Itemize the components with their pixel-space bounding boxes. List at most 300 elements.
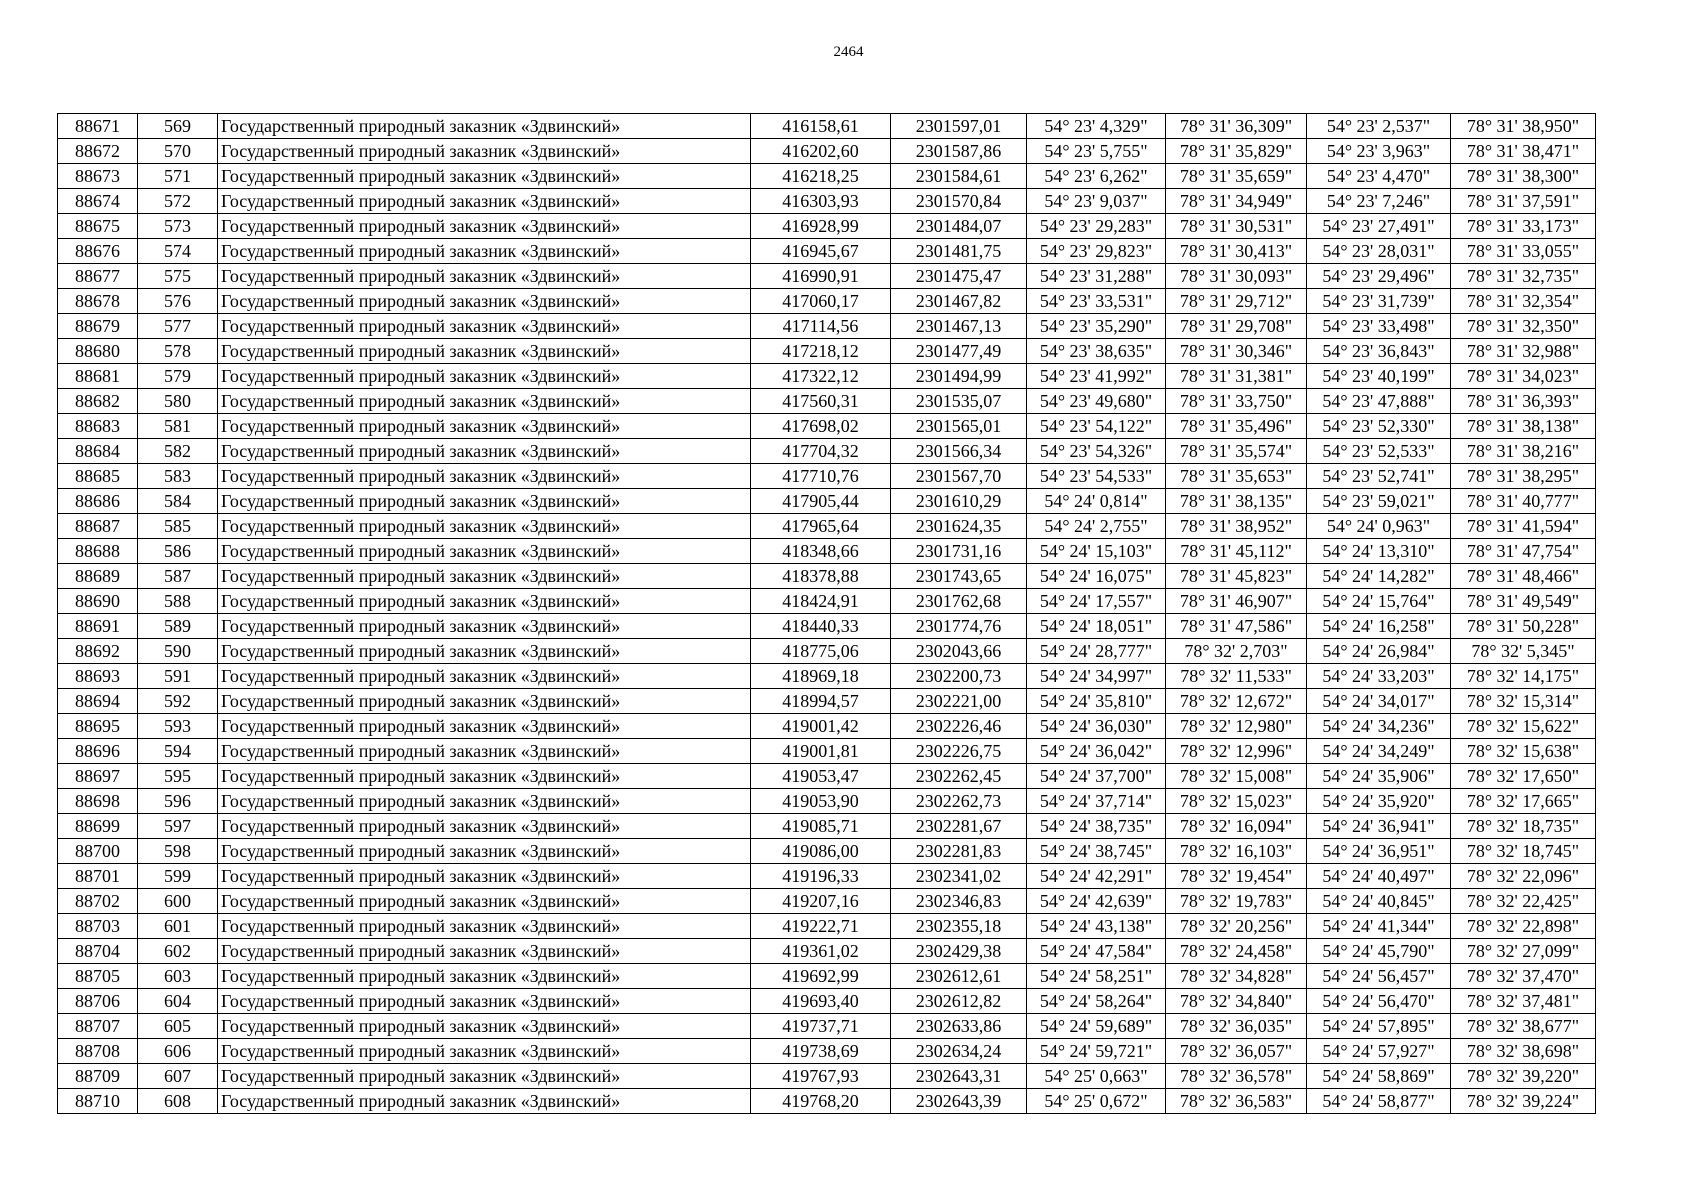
row-id-cell: 88698 [58, 789, 138, 814]
name-cell: Государственный природный заказник «Здвинский» [218, 139, 751, 164]
latitude-2-cell: 54° 24' 57,927" [1307, 1039, 1451, 1064]
table-row [58, 664, 1596, 689]
point-number-cell: 587 [138, 564, 218, 589]
point-number-cell: 589 [138, 614, 218, 639]
x-coordinate-cell: 419767,93 [751, 1064, 891, 1089]
latitude-1-cell: 54° 24' 37,700" [1027, 764, 1166, 789]
point-number-cell: 593 [138, 714, 218, 739]
table-row [58, 139, 1596, 164]
row-id-cell: 88689 [58, 564, 138, 589]
table-row [58, 314, 1596, 339]
table-row [58, 714, 1596, 739]
longitude-1-cell: 78° 31' 29,712" [1166, 289, 1307, 314]
y-coordinate-cell: 2302221,00 [891, 689, 1027, 714]
x-coordinate-cell: 419737,71 [751, 1014, 891, 1039]
point-number-cell: 606 [138, 1039, 218, 1064]
x-coordinate-cell: 417060,17 [751, 289, 891, 314]
latitude-1-cell: 54° 24' 59,721" [1027, 1039, 1166, 1064]
longitude-2-cell: 78° 32' 15,314" [1451, 689, 1596, 714]
row-id-cell: 88674 [58, 189, 138, 214]
y-coordinate-cell: 2301567,70 [891, 464, 1027, 489]
longitude-2-cell: 78° 32' 38,698" [1451, 1039, 1596, 1064]
row-id-cell: 88696 [58, 739, 138, 764]
name-cell: Государственный природный заказник «Здвинский» [218, 664, 751, 689]
x-coordinate-cell: 419053,90 [751, 789, 891, 814]
latitude-1-cell: 54° 23' 33,531" [1027, 289, 1166, 314]
latitude-1-cell: 54° 23' 29,823" [1027, 239, 1166, 264]
point-number-cell: 603 [138, 964, 218, 989]
latitude-1-cell: 54° 24' 28,777" [1027, 639, 1166, 664]
longitude-1-cell: 78° 31' 33,750" [1166, 389, 1307, 414]
latitude-1-cell: 54° 24' 47,584" [1027, 939, 1166, 964]
name-cell: Государственный природный заказник «Здвинский» [218, 239, 751, 264]
y-coordinate-cell: 2301484,07 [891, 214, 1027, 239]
table-row [58, 239, 1596, 264]
longitude-2-cell: 78° 32' 37,470" [1451, 964, 1596, 989]
latitude-1-cell: 54° 23' 9,037" [1027, 189, 1166, 214]
row-id-cell: 88679 [58, 314, 138, 339]
latitude-2-cell: 54° 23' 4,470" [1307, 164, 1451, 189]
point-number-cell: 592 [138, 689, 218, 714]
x-coordinate-cell: 418348,66 [751, 539, 891, 564]
longitude-1-cell: 78° 32' 20,256" [1166, 914, 1307, 939]
point-number-cell: 585 [138, 514, 218, 539]
latitude-2-cell: 54° 24' 36,951" [1307, 839, 1451, 864]
table-row [58, 689, 1596, 714]
row-id-cell: 88692 [58, 639, 138, 664]
x-coordinate-cell: 417965,64 [751, 514, 891, 539]
name-cell: Государственный природный заказник «Здвинский» [218, 214, 751, 239]
longitude-1-cell: 78° 32' 12,672" [1166, 689, 1307, 714]
name-cell: Государственный природный заказник «Здвинский» [218, 339, 751, 364]
table-row [58, 1064, 1596, 1089]
row-id-cell: 88701 [58, 864, 138, 889]
name-cell: Государственный природный заказник «Здвинский» [218, 589, 751, 614]
name-cell: Государственный природный заказник «Здвинский» [218, 689, 751, 714]
latitude-2-cell: 54° 24' 56,470" [1307, 989, 1451, 1014]
longitude-2-cell: 78° 32' 18,735" [1451, 814, 1596, 839]
latitude-1-cell: 54° 25' 0,672" [1027, 1089, 1166, 1114]
table-row [58, 514, 1596, 539]
latitude-1-cell: 54° 24' 2,755" [1027, 514, 1166, 539]
table-row [58, 464, 1596, 489]
name-cell: Государственный природный заказник «Здвинский» [218, 739, 751, 764]
x-coordinate-cell: 417114,56 [751, 314, 891, 339]
longitude-2-cell: 78° 32' 22,425" [1451, 889, 1596, 914]
table-row [58, 164, 1596, 189]
longitude-2-cell: 78° 32' 17,650" [1451, 764, 1596, 789]
name-cell: Государственный природный заказник «Здвинский» [218, 789, 751, 814]
latitude-1-cell: 54° 24' 35,810" [1027, 689, 1166, 714]
longitude-2-cell: 78° 32' 27,099" [1451, 939, 1596, 964]
row-id-cell: 88702 [58, 889, 138, 914]
longitude-1-cell: 78° 32' 19,783" [1166, 889, 1307, 914]
latitude-2-cell: 54° 24' 33,203" [1307, 664, 1451, 689]
row-id-cell: 88686 [58, 489, 138, 514]
row-id-cell: 88694 [58, 689, 138, 714]
name-cell: Государственный природный заказник «Здвинский» [218, 564, 751, 589]
point-number-cell: 577 [138, 314, 218, 339]
x-coordinate-cell: 419086,00 [751, 839, 891, 864]
point-number-cell: 608 [138, 1089, 218, 1114]
y-coordinate-cell: 2302355,18 [891, 914, 1027, 939]
row-id-cell: 88710 [58, 1089, 138, 1114]
row-id-cell: 88688 [58, 539, 138, 564]
latitude-2-cell: 54° 24' 41,344" [1307, 914, 1451, 939]
longitude-2-cell: 78° 31' 49,549" [1451, 589, 1596, 614]
latitude-2-cell: 54° 24' 34,236" [1307, 714, 1451, 739]
row-id-cell: 88671 [58, 114, 138, 139]
y-coordinate-cell: 2301467,13 [891, 314, 1027, 339]
latitude-2-cell: 54° 24' 35,906" [1307, 764, 1451, 789]
latitude-2-cell: 54° 23' 40,199" [1307, 364, 1451, 389]
latitude-2-cell: 54° 24' 34,017" [1307, 689, 1451, 714]
name-cell: Государственный природный заказник «Здвинский» [218, 389, 751, 414]
point-number-cell: 604 [138, 989, 218, 1014]
name-cell: Государственный природный заказник «Здвинский» [218, 414, 751, 439]
longitude-1-cell: 78° 32' 16,103" [1166, 839, 1307, 864]
table-row [58, 914, 1596, 939]
name-cell: Государственный природный заказник «Здвинский» [218, 714, 751, 739]
x-coordinate-cell: 419692,99 [751, 964, 891, 989]
y-coordinate-cell: 2302226,75 [891, 739, 1027, 764]
longitude-2-cell: 78° 32' 15,638" [1451, 739, 1596, 764]
y-coordinate-cell: 2301587,86 [891, 139, 1027, 164]
row-id-cell: 88673 [58, 164, 138, 189]
table-row [58, 839, 1596, 864]
y-coordinate-cell: 2302612,82 [891, 989, 1027, 1014]
row-id-cell: 88672 [58, 139, 138, 164]
name-cell: Государственный природный заказник «Здвинский» [218, 164, 751, 189]
x-coordinate-cell: 418378,88 [751, 564, 891, 589]
name-cell: Государственный природный заказник «Здвинский» [218, 289, 751, 314]
table-row [58, 289, 1596, 314]
latitude-2-cell: 54° 23' 47,888" [1307, 389, 1451, 414]
latitude-2-cell: 54° 24' 58,877" [1307, 1089, 1451, 1114]
point-number-cell: 580 [138, 389, 218, 414]
row-id-cell: 88687 [58, 514, 138, 539]
table-row [58, 439, 1596, 464]
point-number-cell: 598 [138, 839, 218, 864]
table-row [58, 489, 1596, 514]
name-cell: Государственный природный заказник «Здвинский» [218, 764, 751, 789]
point-number-cell: 571 [138, 164, 218, 189]
longitude-2-cell: 78° 31' 32,735" [1451, 264, 1596, 289]
latitude-1-cell: 54° 23' 54,533" [1027, 464, 1166, 489]
row-id-cell: 88680 [58, 339, 138, 364]
name-cell: Государственный природный заказник «Здвинский» [218, 489, 751, 514]
longitude-1-cell: 78° 31' 47,586" [1166, 614, 1307, 639]
point-number-cell: 605 [138, 1014, 218, 1039]
longitude-2-cell: 78° 32' 18,745" [1451, 839, 1596, 864]
y-coordinate-cell: 2301566,34 [891, 439, 1027, 464]
table-row [58, 964, 1596, 989]
longitude-2-cell: 78° 31' 38,300" [1451, 164, 1596, 189]
point-number-cell: 578 [138, 339, 218, 364]
point-number-cell: 590 [138, 639, 218, 664]
table-row [58, 364, 1596, 389]
longitude-2-cell: 78° 31' 36,393" [1451, 389, 1596, 414]
table-row [58, 189, 1596, 214]
latitude-2-cell: 54° 24' 40,497" [1307, 864, 1451, 889]
latitude-2-cell: 54° 24' 45,790" [1307, 939, 1451, 964]
longitude-2-cell: 78° 32' 22,898" [1451, 914, 1596, 939]
point-number-cell: 579 [138, 364, 218, 389]
longitude-2-cell: 78° 31' 32,350" [1451, 314, 1596, 339]
latitude-1-cell: 54° 24' 17,557" [1027, 589, 1166, 614]
row-id-cell: 88681 [58, 364, 138, 389]
latitude-1-cell: 54° 24' 38,735" [1027, 814, 1166, 839]
name-cell: Государственный природный заказник «Здвинский» [218, 464, 751, 489]
longitude-2-cell: 78° 32' 15,622" [1451, 714, 1596, 739]
y-coordinate-cell: 2301584,61 [891, 164, 1027, 189]
y-coordinate-cell: 2301731,16 [891, 539, 1027, 564]
x-coordinate-cell: 418969,18 [751, 664, 891, 689]
table-row [58, 389, 1596, 414]
x-coordinate-cell: 416303,93 [751, 189, 891, 214]
latitude-2-cell: 54° 24' 57,895" [1307, 1014, 1451, 1039]
point-number-cell: 596 [138, 789, 218, 814]
longitude-2-cell: 78° 32' 38,677" [1451, 1014, 1596, 1039]
longitude-2-cell: 78° 31' 37,591" [1451, 189, 1596, 214]
row-id-cell: 88677 [58, 264, 138, 289]
name-cell: Государственный природный заказник «Здвинский» [218, 814, 751, 839]
latitude-1-cell: 54° 23' 29,283" [1027, 214, 1166, 239]
longitude-1-cell: 78° 32' 34,840" [1166, 989, 1307, 1014]
table-row [58, 989, 1596, 1014]
latitude-2-cell: 54° 23' 52,741" [1307, 464, 1451, 489]
point-number-cell: 583 [138, 464, 218, 489]
latitude-2-cell: 54° 23' 28,031" [1307, 239, 1451, 264]
latitude-2-cell: 54° 23' 59,021" [1307, 489, 1451, 514]
row-id-cell: 88706 [58, 989, 138, 1014]
name-cell: Государственный природный заказник «Здвинский» [218, 989, 751, 1014]
row-id-cell: 88708 [58, 1039, 138, 1064]
point-number-cell: 572 [138, 189, 218, 214]
x-coordinate-cell: 419207,16 [751, 889, 891, 914]
name-cell: Государственный природный заказник «Здвинский» [218, 914, 751, 939]
x-coordinate-cell: 418440,33 [751, 614, 891, 639]
longitude-1-cell: 78° 31' 45,112" [1166, 539, 1307, 564]
row-id-cell: 88691 [58, 614, 138, 639]
point-number-cell: 569 [138, 114, 218, 139]
point-number-cell: 600 [138, 889, 218, 914]
latitude-2-cell: 54° 24' 35,920" [1307, 789, 1451, 814]
table-row [58, 589, 1596, 614]
longitude-1-cell: 78° 32' 36,583" [1166, 1089, 1307, 1114]
longitude-2-cell: 78° 31' 47,754" [1451, 539, 1596, 564]
longitude-1-cell: 78° 32' 36,057" [1166, 1039, 1307, 1064]
name-cell: Государственный природный заказник «Здвинский» [218, 314, 751, 339]
name-cell: Государственный природный заказник «Здвинский» [218, 964, 751, 989]
latitude-1-cell: 54° 24' 58,251" [1027, 964, 1166, 989]
point-number-cell: 576 [138, 289, 218, 314]
y-coordinate-cell: 2301565,01 [891, 414, 1027, 439]
longitude-1-cell: 78° 31' 46,907" [1166, 589, 1307, 614]
name-cell: Государственный природный заказник «Здвинский» [218, 1039, 751, 1064]
longitude-2-cell: 78° 31' 38,138" [1451, 414, 1596, 439]
longitude-1-cell: 78° 31' 30,346" [1166, 339, 1307, 364]
table-body [58, 114, 1596, 1114]
longitude-2-cell: 78° 31' 33,055" [1451, 239, 1596, 264]
point-number-cell: 586 [138, 539, 218, 564]
longitude-1-cell: 78° 32' 36,035" [1166, 1014, 1307, 1039]
y-coordinate-cell: 2302341,02 [891, 864, 1027, 889]
row-id-cell: 88684 [58, 439, 138, 464]
latitude-2-cell: 54° 24' 0,963" [1307, 514, 1451, 539]
longitude-2-cell: 78° 32' 37,481" [1451, 989, 1596, 1014]
table-row [58, 764, 1596, 789]
y-coordinate-cell: 2302634,24 [891, 1039, 1027, 1064]
longitude-1-cell: 78° 31' 30,093" [1166, 264, 1307, 289]
latitude-1-cell: 54° 23' 31,288" [1027, 264, 1166, 289]
latitude-1-cell: 54° 23' 6,262" [1027, 164, 1166, 189]
longitude-2-cell: 78° 31' 32,354" [1451, 289, 1596, 314]
latitude-2-cell: 54° 24' 40,845" [1307, 889, 1451, 914]
longitude-2-cell: 78° 31' 32,988" [1451, 339, 1596, 364]
latitude-2-cell: 54° 23' 29,496" [1307, 264, 1451, 289]
latitude-1-cell: 54° 23' 41,992" [1027, 364, 1166, 389]
x-coordinate-cell: 416202,60 [751, 139, 891, 164]
latitude-2-cell: 54° 24' 14,282" [1307, 564, 1451, 589]
name-cell: Государственный природный заказник «Здвинский» [218, 1064, 751, 1089]
longitude-1-cell: 78° 31' 38,135" [1166, 489, 1307, 514]
longitude-1-cell: 78° 32' 16,094" [1166, 814, 1307, 839]
row-id-cell: 88693 [58, 664, 138, 689]
longitude-1-cell: 78° 31' 30,531" [1166, 214, 1307, 239]
x-coordinate-cell: 419001,42 [751, 714, 891, 739]
y-coordinate-cell: 2302346,83 [891, 889, 1027, 914]
latitude-2-cell: 54° 24' 34,249" [1307, 739, 1451, 764]
longitude-2-cell: 78° 31' 48,466" [1451, 564, 1596, 589]
table-row [58, 539, 1596, 564]
point-number-cell: 582 [138, 439, 218, 464]
longitude-1-cell: 78° 32' 24,458" [1166, 939, 1307, 964]
latitude-2-cell: 54° 23' 2,537" [1307, 114, 1451, 139]
x-coordinate-cell: 419001,81 [751, 739, 891, 764]
row-id-cell: 88699 [58, 814, 138, 839]
longitude-1-cell: 78° 31' 34,949" [1166, 189, 1307, 214]
longitude-1-cell: 78° 31' 30,413" [1166, 239, 1307, 264]
x-coordinate-cell: 416158,61 [751, 114, 891, 139]
point-number-cell: 602 [138, 939, 218, 964]
name-cell: Государственный природный заказник «Здвинский» [218, 1089, 751, 1114]
longitude-1-cell: 78° 31' 45,823" [1166, 564, 1307, 589]
latitude-1-cell: 54° 24' 36,042" [1027, 739, 1166, 764]
longitude-2-cell: 78° 31' 41,594" [1451, 514, 1596, 539]
coordinates-table [57, 113, 1596, 1114]
row-id-cell: 88709 [58, 1064, 138, 1089]
latitude-1-cell: 54° 23' 38,635" [1027, 339, 1166, 364]
point-number-cell: 588 [138, 589, 218, 614]
longitude-1-cell: 78° 32' 15,008" [1166, 764, 1307, 789]
name-cell: Государственный природный заказник «Здвинский» [218, 114, 751, 139]
longitude-1-cell: 78° 31' 36,309" [1166, 114, 1307, 139]
y-coordinate-cell: 2301624,35 [891, 514, 1027, 539]
longitude-1-cell: 78° 32' 12,996" [1166, 739, 1307, 764]
y-coordinate-cell: 2301570,84 [891, 189, 1027, 214]
x-coordinate-cell: 417218,12 [751, 339, 891, 364]
longitude-2-cell: 78° 32' 22,096" [1451, 864, 1596, 889]
x-coordinate-cell: 416990,91 [751, 264, 891, 289]
longitude-1-cell: 78° 31' 35,659" [1166, 164, 1307, 189]
longitude-2-cell: 78° 31' 38,950" [1451, 114, 1596, 139]
table-row [58, 639, 1596, 664]
table-row [58, 414, 1596, 439]
table-row [58, 1039, 1596, 1064]
latitude-2-cell: 54° 24' 26,984" [1307, 639, 1451, 664]
name-cell: Государственный природный заказник «Здвинский» [218, 189, 751, 214]
y-coordinate-cell: 2302043,66 [891, 639, 1027, 664]
x-coordinate-cell: 416945,67 [751, 239, 891, 264]
point-number-cell: 575 [138, 264, 218, 289]
row-id-cell: 88703 [58, 914, 138, 939]
latitude-1-cell: 54° 24' 18,051" [1027, 614, 1166, 639]
y-coordinate-cell: 2301475,47 [891, 264, 1027, 289]
latitude-1-cell: 54° 24' 59,689" [1027, 1014, 1166, 1039]
longitude-1-cell: 78° 31' 31,381" [1166, 364, 1307, 389]
latitude-1-cell: 54° 24' 15,103" [1027, 539, 1166, 564]
longitude-2-cell: 78° 32' 39,224" [1451, 1089, 1596, 1114]
latitude-1-cell: 54° 24' 42,291" [1027, 864, 1166, 889]
point-number-cell: 601 [138, 914, 218, 939]
y-coordinate-cell: 2302612,61 [891, 964, 1027, 989]
table-row [58, 214, 1596, 239]
latitude-2-cell: 54° 24' 58,869" [1307, 1064, 1451, 1089]
latitude-1-cell: 54° 23' 35,290" [1027, 314, 1166, 339]
latitude-1-cell: 54° 24' 43,138" [1027, 914, 1166, 939]
name-cell: Государственный природный заказник «Здвинский» [218, 1014, 751, 1039]
y-coordinate-cell: 2302643,39 [891, 1089, 1027, 1114]
y-coordinate-cell: 2302643,31 [891, 1064, 1027, 1089]
latitude-1-cell: 54° 23' 54,122" [1027, 414, 1166, 439]
x-coordinate-cell: 419361,02 [751, 939, 891, 964]
latitude-2-cell: 54° 23' 33,498" [1307, 314, 1451, 339]
point-number-cell: 597 [138, 814, 218, 839]
row-id-cell: 88676 [58, 239, 138, 264]
y-coordinate-cell: 2301477,49 [891, 339, 1027, 364]
latitude-1-cell: 54° 24' 58,264" [1027, 989, 1166, 1014]
y-coordinate-cell: 2301494,99 [891, 364, 1027, 389]
latitude-1-cell: 54° 24' 36,030" [1027, 714, 1166, 739]
point-number-cell: 570 [138, 139, 218, 164]
y-coordinate-cell: 2302226,46 [891, 714, 1027, 739]
longitude-1-cell: 78° 32' 36,578" [1166, 1064, 1307, 1089]
name-cell: Государственный природный заказник «Здвинский» [218, 264, 751, 289]
table-row [58, 114, 1596, 139]
longitude-1-cell: 78° 32' 11,533" [1166, 664, 1307, 689]
longitude-1-cell: 78° 31' 35,653" [1166, 464, 1307, 489]
name-cell: Государственный природный заказник «Здвинский» [218, 364, 751, 389]
longitude-2-cell: 78° 31' 38,471" [1451, 139, 1596, 164]
table-row [58, 814, 1596, 839]
x-coordinate-cell: 419053,47 [751, 764, 891, 789]
name-cell: Государственный природный заказник «Здвинский» [218, 639, 751, 664]
point-number-cell: 591 [138, 664, 218, 689]
y-coordinate-cell: 2302281,83 [891, 839, 1027, 864]
longitude-1-cell: 78° 31' 35,574" [1166, 439, 1307, 464]
x-coordinate-cell: 419222,71 [751, 914, 891, 939]
latitude-2-cell: 54° 23' 7,246" [1307, 189, 1451, 214]
latitude-1-cell: 54° 24' 42,639" [1027, 889, 1166, 914]
y-coordinate-cell: 2302429,38 [891, 939, 1027, 964]
x-coordinate-cell: 416218,25 [751, 164, 891, 189]
y-coordinate-cell: 2302262,45 [891, 764, 1027, 789]
longitude-1-cell: 78° 32' 19,454" [1166, 864, 1307, 889]
x-coordinate-cell: 418424,91 [751, 589, 891, 614]
name-cell: Государственный природный заказник «Здвинский» [218, 514, 751, 539]
table-row [58, 789, 1596, 814]
